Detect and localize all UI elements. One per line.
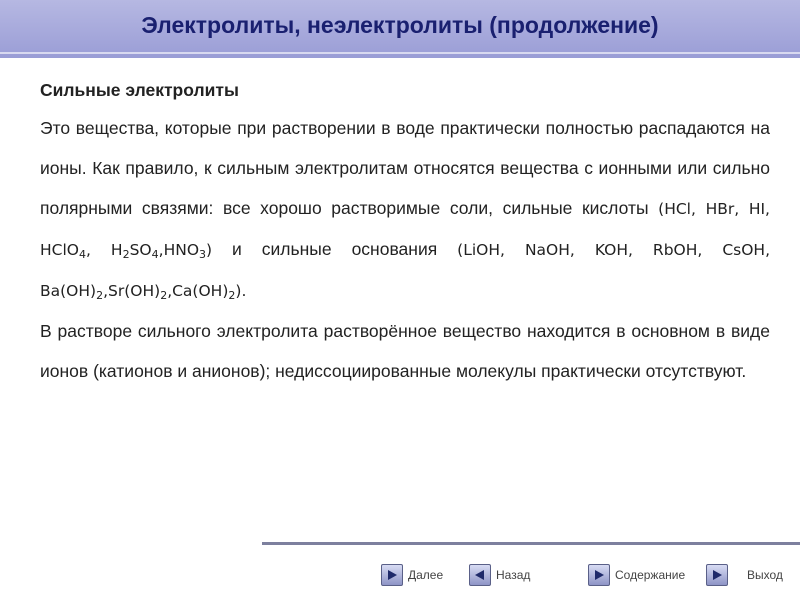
paragraph-text: Это вещества, которые при растворении в воде практически полностью распадаются на ионы. Как правило, к сильным электролитам относятся вещества с ионными или сильно полярными связями: все хорошо растворимые соли, сильные кислоты: [40, 118, 770, 218]
section-heading: Сильные электролиты: [40, 80, 239, 100]
contents-label: Содержание: [615, 568, 686, 582]
arrow-right-icon: [588, 564, 610, 586]
paragraph-strong-electrolytes: [40, 108, 770, 311]
contents-button[interactable]: [588, 564, 685, 586]
conjunction: и: [232, 239, 242, 259]
title-divider: [0, 52, 800, 54]
bases-formula: (LiOH, NaOH, KOH, RbOH, CsOH, $Ba(OH)_2,Sr(OH)_2,Ca(OH)_2$).: [40, 241, 771, 302]
footer-divider: [262, 542, 800, 545]
back-label: Назад: [496, 568, 531, 582]
arrow-right-icon: [381, 564, 403, 586]
title-bar: [0, 0, 800, 58]
next-button[interactable]: [381, 564, 443, 586]
acids-formula: (HCl, HBr, HI, HClO$_4$, $H_2SO_4,HNO_3$): [40, 200, 770, 261]
back-button[interactable]: [469, 564, 530, 586]
exit-button[interactable]: [706, 564, 783, 586]
bases-word-2: основания: [351, 239, 438, 259]
paragraph-solution: В растворе сильного электролита растворённое вещество находится в основном в виде ионов (катионов и анионов); недиссоциированные молекулы практически отсутствуют.: [40, 321, 770, 381]
arrow-left-icon: [469, 564, 491, 586]
slide-title: Электролиты, неэлектролиты (продолжение): [141, 12, 659, 38]
exit-label: Выход: [747, 568, 783, 582]
bases-word: сильные: [261, 239, 332, 259]
arrow-right-icon: [706, 564, 728, 586]
slide-content: [40, 80, 770, 391]
next-label: Далее: [408, 568, 444, 582]
